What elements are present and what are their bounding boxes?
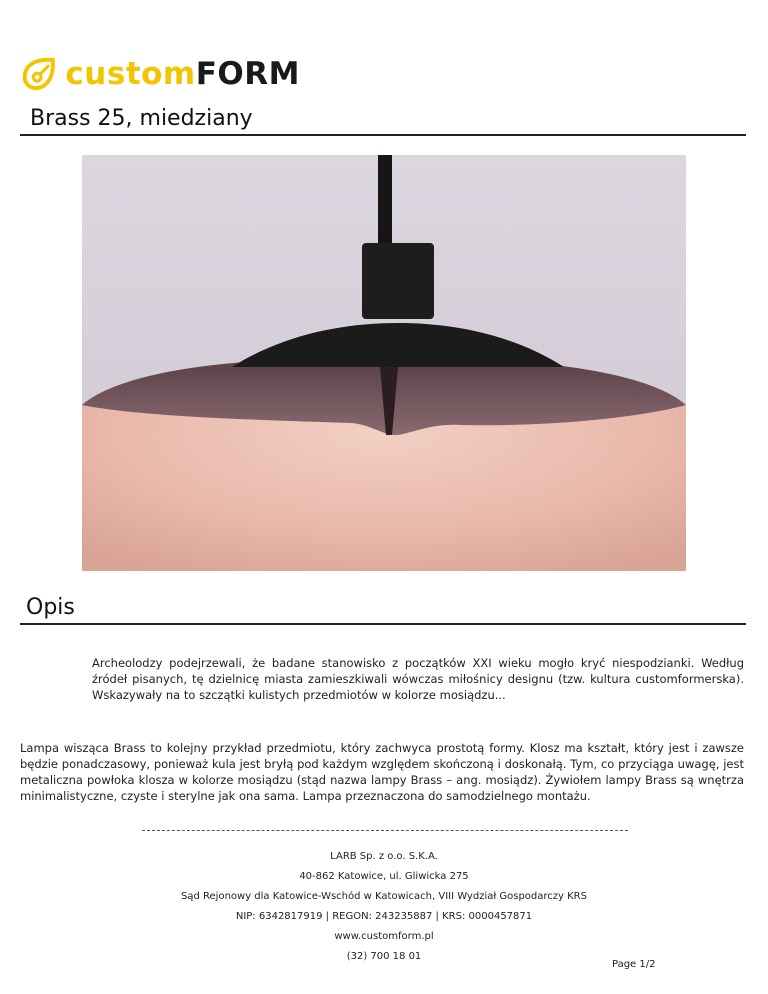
product-photo (82, 155, 686, 571)
brand-logo (20, 46, 300, 102)
pendant-lamp-illustration (82, 155, 686, 571)
page-number: Page 1/2 (612, 959, 656, 970)
section-title-description: Opis (26, 595, 75, 620)
logo-wordmark (65, 56, 300, 92)
footer-company: LARB Sp. z o.o. S.K.A. (330, 851, 438, 862)
logo-word-custom: custom (65, 56, 196, 92)
leaf-logo-icon (20, 50, 57, 98)
footer-court: Sąd Rejonowy dla Katowice-Wschód w Katowicach, VIII Wydział Gospodarczy KRS (181, 891, 587, 902)
footer-address: 40-862 Katowice, ul. Gliwicka 275 (299, 871, 469, 882)
section-divider (20, 623, 746, 625)
title-divider (20, 134, 746, 136)
description-body: Lampa wisząca Brass to kolejny przykład przedmiotu, który zachwyca prostotą formy. Klosz ma kształt, który jest i zawsze będzie ponadczasowy, ponieważ kula jest bryłą pod każdym względem skończoną i doskonałą. Tym, co przyciąga uwagę, jest metaliczna powłoka klosza w kolorze mosiądzu (stąd nazwa lampy Brass – ang. mosiądz). Żywiołem lampy Brass są wnętrza minimalistyczne, czyste i sterylne jak ona sama. Lampa przeznaczona do samodzielnego montażu. (20, 741, 744, 803)
logo-word-form: FORM (195, 56, 300, 92)
footer-registry: NIP: 6342817919 | REGON: 243235887 | KRS: 0000457871 (235, 911, 533, 922)
footer-phone: (32) 700 18 01 (346, 951, 422, 962)
description-intro: Archeolodzy podejrzewali, że badane stanowisko z początków XXI wieku mogło kryć niespodzianki. Według źródeł pisanych, tę dzielnicę miasta zamieszkiwali wówczas miłośnicy designu (tzw. kultura customformerska). Wskazywały na to szczątki kulistych przedmiotów w kolorze mosiądzu... (92, 656, 744, 702)
company-footer (0, 847, 768, 967)
footer-website[interactable]: www.customform.pl (334, 931, 434, 942)
footer-separator (142, 830, 628, 831)
product-title: Brass 25, miedziany (30, 106, 253, 131)
